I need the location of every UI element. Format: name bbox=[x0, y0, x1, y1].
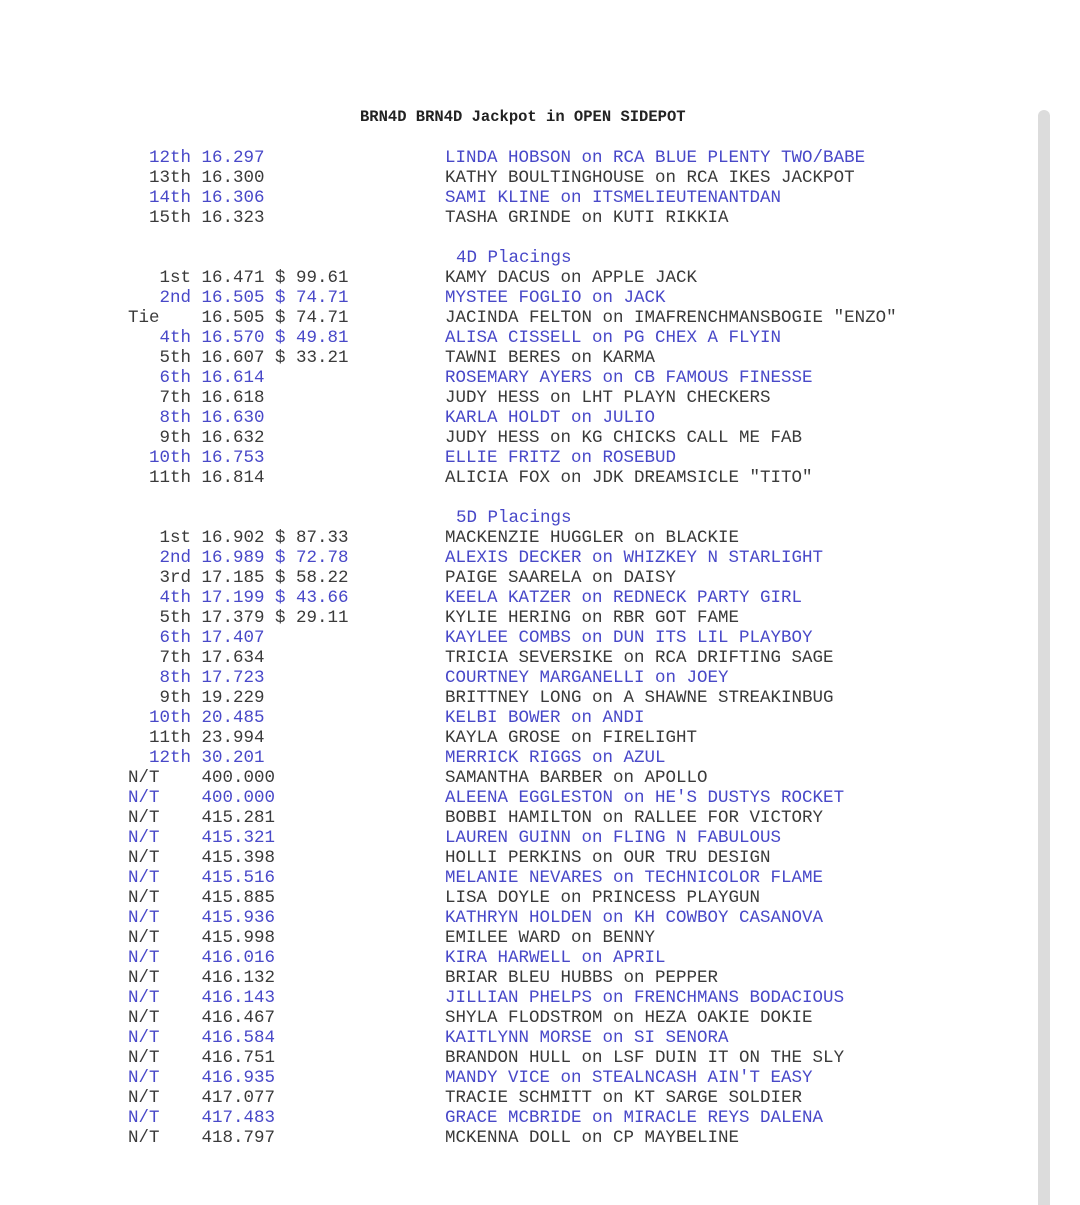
rider-on-horse: PAIGE SAARELA on DAISY bbox=[445, 568, 677, 588]
rider-on-horse: KEELA KATZER on REDNECK PARTY GIRL bbox=[445, 588, 803, 608]
rider-on-horse: ALICIA FOX on JDK DREAMSICLE "TITO" bbox=[445, 468, 813, 488]
placing-time: Tie 16.505 $ 74.71 bbox=[128, 308, 349, 328]
placing-time: 7th 17.634 bbox=[128, 648, 265, 668]
placing-time: 10th 16.753 bbox=[128, 448, 265, 468]
placing-time: 8th 16.630 bbox=[128, 408, 265, 428]
placing-time: N/T 416.935 bbox=[128, 1068, 276, 1088]
placing-time: 6th 17.407 bbox=[128, 628, 265, 648]
placing-time: 13th 16.300 bbox=[128, 168, 265, 188]
rider-on-horse: KIRA HARWELL on APRIL bbox=[445, 948, 666, 968]
rider-on-horse: COURTNEY MARGANELLI on JOEY bbox=[445, 668, 729, 688]
placing-time: N/T 415.885 bbox=[128, 888, 276, 908]
blank-line bbox=[128, 228, 349, 248]
rider-on-horse: KARLA HOLDT on JULIO bbox=[445, 408, 656, 428]
rider-on-horse: BRIAR BLEU HUBBS on PEPPER bbox=[445, 968, 719, 988]
rider-on-horse: KELBI BOWER on ANDI bbox=[445, 708, 645, 728]
placing-time: 1st 16.902 $ 87.33 bbox=[128, 528, 349, 548]
rider-on-horse: BRANDON HULL on LSF DUIN IT ON THE SLY bbox=[445, 1048, 845, 1068]
section-heading: 5D Placings bbox=[456, 508, 572, 528]
rider-on-horse: SHYLA FLODSTROM on HEZA OAKIE DOKIE bbox=[445, 1008, 813, 1028]
placing-time: 14th 16.306 bbox=[128, 188, 265, 208]
rider-on-horse: ALEXIS DECKER on WHIZKEY N STARLIGHT bbox=[445, 548, 824, 568]
rider-on-horse: KAITLYNN MORSE on SI SENORA bbox=[445, 1028, 729, 1048]
placing-time: 12th 30.201 bbox=[128, 748, 265, 768]
placing-time: 9th 19.229 bbox=[128, 688, 265, 708]
placing-time: 10th 20.485 bbox=[128, 708, 265, 728]
placing-time: 7th 16.618 bbox=[128, 388, 265, 408]
placing-time: 2nd 16.989 $ 72.78 bbox=[128, 548, 349, 568]
placing-time: N/T 416.132 bbox=[128, 968, 276, 988]
rider-on-horse: KYLIE HERING on RBR GOT FAME bbox=[445, 608, 740, 628]
rider-on-horse: KAYLA GROSE on FIRELIGHT bbox=[445, 728, 698, 748]
blank-line bbox=[445, 488, 897, 508]
rider-on-horse: SAMANTHA BARBER on APOLLO bbox=[445, 768, 708, 788]
placing-time: N/T 415.936 bbox=[128, 908, 276, 928]
rider-on-horse: JUDY HESS on LHT PLAYN CHECKERS bbox=[445, 388, 771, 408]
rider-on-horse: TRACIE SCHMITT on KT SARGE SOLDIER bbox=[445, 1088, 803, 1108]
rider-on-horse: MCKENNA DOLL on CP MAYBELINE bbox=[445, 1128, 740, 1148]
rider-on-horse: LISA DOYLE on PRINCESS PLAYGUN bbox=[445, 888, 761, 908]
rider-on-horse: ROSEMARY AYERS on CB FAMOUS FINESSE bbox=[445, 368, 813, 388]
rider-on-horse: KAMY DACUS on APPLE JACK bbox=[445, 268, 698, 288]
placings-times-column bbox=[128, 148, 349, 1148]
rider-on-horse: ALISA CISSELL on PG CHEX A FLYIN bbox=[445, 328, 782, 348]
placing-time: N/T 415.516 bbox=[128, 868, 276, 888]
placing-time: 9th 16.632 bbox=[128, 428, 265, 448]
placing-time: N/T 400.000 bbox=[128, 788, 276, 808]
placing-time: N/T 415.998 bbox=[128, 928, 276, 948]
placing-time: 1st 16.471 $ 99.61 bbox=[128, 268, 349, 288]
blank-line bbox=[128, 488, 349, 508]
placing-time: N/T 417.077 bbox=[128, 1088, 276, 1108]
rider-on-horse: MELANIE NEVARES on TECHNICOLOR FLAME bbox=[445, 868, 824, 888]
placing-time: 15th 16.323 bbox=[128, 208, 265, 228]
rider-on-horse: TAWNI BERES on KARMA bbox=[445, 348, 656, 368]
rider-on-horse: KATHRYN HOLDEN on KH COWBOY CASANOVA bbox=[445, 908, 824, 928]
placing-time: 5th 16.607 $ 33.21 bbox=[128, 348, 349, 368]
rider-on-horse: LINDA HOBSON on RCA BLUE PLENTY TWO/BABE bbox=[445, 148, 866, 168]
placing-time: N/T 416.467 bbox=[128, 1008, 276, 1028]
placing-time: 2nd 16.505 $ 74.71 bbox=[128, 288, 349, 308]
rider-on-horse: BRITTNEY LONG on A SHAWNE STREAKINBUG bbox=[445, 688, 834, 708]
rider-on-horse: ELLIE FRITZ on ROSEBUD bbox=[445, 448, 677, 468]
placing-time: N/T 416.016 bbox=[128, 948, 276, 968]
rider-on-horse: TRICIA SEVERSIKE on RCA DRIFTING SAGE bbox=[445, 648, 834, 668]
placing-time: 8th 17.723 bbox=[128, 668, 265, 688]
rider-on-horse: MANDY VICE on STEALNCASH AIN'T EASY bbox=[445, 1068, 813, 1088]
rider-on-horse: MERRICK RIGGS on AZUL bbox=[445, 748, 666, 768]
rider-horse-column bbox=[445, 148, 897, 1148]
rider-on-horse: SAMI KLINE on ITSMELIEUTENANTDAN bbox=[445, 188, 782, 208]
rider-on-horse: MACKENZIE HUGGLER on BLACKIE bbox=[445, 528, 740, 548]
section-heading: 4D Placings bbox=[456, 248, 572, 268]
rider-on-horse: EMILEE WARD on BENNY bbox=[445, 928, 656, 948]
placing-time: N/T 418.797 bbox=[128, 1128, 276, 1148]
placing-time: N/T 400.000 bbox=[128, 768, 276, 788]
placing-time: N/T 416.143 bbox=[128, 988, 276, 1008]
blank-line bbox=[128, 508, 349, 528]
rider-on-horse: JILLIAN PHELPS on FRENCHMANS BODACIOUS bbox=[445, 988, 845, 1008]
rider-on-horse: BOBBI HAMILTON on RALLEE FOR VICTORY bbox=[445, 808, 824, 828]
placing-time: 6th 16.614 bbox=[128, 368, 265, 388]
placing-time: 4th 16.570 $ 49.81 bbox=[128, 328, 349, 348]
rider-on-horse: MYSTEE FOGLIO on JACK bbox=[445, 288, 666, 308]
blank-line bbox=[128, 248, 349, 268]
rider-on-horse: KAYLEE COMBS on DUN ITS LIL PLAYBOY bbox=[445, 628, 813, 648]
blank-line bbox=[445, 228, 897, 248]
vertical-scrollbar[interactable] bbox=[1038, 110, 1050, 1205]
page-title: BRN4D BRN4D Jackpot in OPEN SIDEPOT bbox=[360, 108, 686, 126]
rider-on-horse: LAUREN GUINN on FLING N FABULOUS bbox=[445, 828, 782, 848]
placing-time: 11th 16.814 bbox=[128, 468, 265, 488]
placing-time: N/T 415.398 bbox=[128, 848, 276, 868]
placing-time: N/T 416.584 bbox=[128, 1028, 276, 1048]
placing-time: 4th 17.199 $ 43.66 bbox=[128, 588, 349, 608]
rider-on-horse: KATHY BOULTINGHOUSE on RCA IKES JACKPOT bbox=[445, 168, 855, 188]
placing-time: N/T 415.321 bbox=[128, 828, 276, 848]
rider-on-horse: JACINDA FELTON on IMAFRENCHMANSBOGIE "ENZO" bbox=[445, 308, 897, 328]
placing-time: 5th 17.379 $ 29.11 bbox=[128, 608, 349, 628]
placing-time: N/T 415.281 bbox=[128, 808, 276, 828]
rider-on-horse: JUDY HESS on KG CHICKS CALL ME FAB bbox=[445, 428, 803, 448]
placing-time: N/T 417.483 bbox=[128, 1108, 276, 1128]
placing-time: 11th 23.994 bbox=[128, 728, 265, 748]
placing-time: 3rd 17.185 $ 58.22 bbox=[128, 568, 349, 588]
placing-time: 12th 16.297 bbox=[128, 148, 265, 168]
rider-on-horse: ALEENA EGGLESTON on HE'S DUSTYS ROCKET bbox=[445, 788, 845, 808]
rider-on-horse: TASHA GRINDE on KUTI RIKKIA bbox=[445, 208, 729, 228]
placing-time: N/T 416.751 bbox=[128, 1048, 276, 1068]
rider-on-horse: HOLLI PERKINS on OUR TRU DESIGN bbox=[445, 848, 771, 868]
rider-on-horse: GRACE MCBRIDE on MIRACLE REYS DALENA bbox=[445, 1108, 824, 1128]
